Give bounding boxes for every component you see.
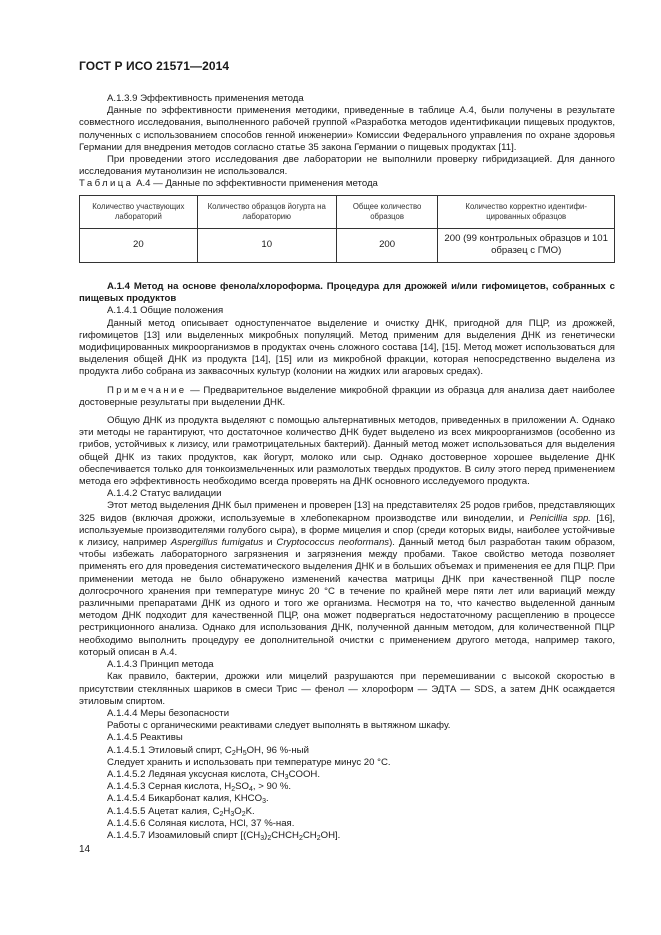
subscript: 3 xyxy=(262,798,266,806)
text-run: OH, 96 %-ный xyxy=(246,744,309,756)
table-row xyxy=(80,228,615,262)
table-header-cell: Количество образцов йогурта на лабораторию xyxy=(197,195,336,228)
text-run: COOH. xyxy=(288,768,321,780)
text-run: А.1.4.5.7 Изоамиловый спирт [(CH xyxy=(107,829,261,841)
table-header-cell: Количество участвующих лабораторий xyxy=(80,195,198,228)
reagent-item xyxy=(79,769,615,781)
reagent-item xyxy=(79,806,615,818)
subscript: 3 xyxy=(230,810,235,818)
subscript: 2 xyxy=(298,834,303,842)
text-run: H xyxy=(235,744,243,756)
table-cell: 20 xyxy=(80,228,198,262)
subscript: 2 xyxy=(267,834,272,842)
text-run: А.1.4.5.3 Серная кислота, H xyxy=(107,781,232,793)
text-run: А.1.4.5.1 Этиловый спирт, C xyxy=(107,744,232,756)
paragraph: Следует хранить и использовать при температуре минус 20 °С. xyxy=(107,756,391,768)
species-name: Penicillia spp. xyxy=(529,512,591,524)
text-run: ). Данный метод был разработан таким образом, чтобы избежать лабораторного загрязнения и загрязнения между пробами. Такое свойство метода позволяет применять его для проведения систематического выделения ДНК и в больших объемах и применения ее для ПЦР. При применении метода не было обнаружено изменений качества матрицы ДНК при качественной ПЦР после долгосрочного хранения при температуре минус 20 °С в течение по крайней мере пяти лет или вариаций между различными препаратами ДНК из одного и того же организма. Несмотря на то, что качество выделенной данным методом ДНК подходит для качественной ПЦР, она может подвергаться недостаточному расщеплению в процессе рестрикционного анализа. Однако для использования ДНК, полученной данным методом, для количественной ПЦР необходимо выполнить процедуру ее дополнительной очистки с применением другого метода, например такого, который описан в А.4. xyxy=(79,537,615,658)
table-caption xyxy=(79,178,615,190)
paragraph: При проведении этого исследования две лаборатории не выполнили проверку гибридизацией. Для данного исследования мутанолизин не использовался. xyxy=(79,154,615,178)
reagent-item xyxy=(79,793,615,805)
text-run: [16], используемые производителями голубого сыра), в форме мицелия и спор (среди которых виды, наиболее устойчивые к лизису, например xyxy=(79,512,615,549)
table-cell: 200 (99 контрольных образцов и 101 образец с ГМО) xyxy=(438,228,615,262)
subsection-heading: А.1.4.5 Реактивы xyxy=(107,732,183,744)
subscript: 2 xyxy=(231,786,236,794)
section-phenol-method xyxy=(79,281,615,842)
subscript: 3 xyxy=(284,773,289,781)
subsection-heading: А.1.4.4 Меры безопасности xyxy=(107,707,230,719)
table-header-row xyxy=(80,195,615,228)
table-cell: 200 xyxy=(336,228,438,262)
paragraph: Данные по эффективности применения методики, приведенные в таблице А.4, были получены в результате совместного исследования, выполненного рабочей группой «Разработка методов идентификации пищевых продуктов, полученных с использованием способов генной инженерии» Комиссии Федерального управления по охране здоровья Германии для внедрения методов согласно статье 35 закона Германии о пищевых продуктах [11]. xyxy=(79,105,615,153)
reagent-item xyxy=(79,781,615,793)
reagent-item xyxy=(79,745,615,757)
effectiveness-table xyxy=(79,195,615,263)
species-name: Cryptococcus neoformans xyxy=(276,537,390,549)
section-heading: А.1.3.9 Эффективность применения метода xyxy=(107,93,304,104)
species-name: Aspergillus fumigatus xyxy=(170,537,264,549)
text-run: , > 90 %. xyxy=(252,781,292,793)
text-run: и xyxy=(263,537,277,549)
text-run: CHCH xyxy=(271,829,299,841)
paragraph: Работы с органическими реактивами следует выполнять в вытяжном шкафу. xyxy=(107,720,451,732)
note-label: Примечание xyxy=(107,384,187,396)
paragraph: Общую ДНК из продукта выделяют с помощью альтернативных методов, приведенных в приложении А. Однако эти методы не гарантируют, что достаточное количество ДНК будет выделено из всех микроорганизмов (особенно из грибов, устойчивых к лизису, или грамотрицательных бактерий). Данный метод может использоваться для выделения общей ДНК из таких продуктов, как йогурт, молоко или сыр. Однако достоверное хорошее выделение ДНК обеспечивается только для тонкоизмельченных или размолотых твердых продуктов. В силу этого перед применением метода его эффективность необходимо всегда проверять на ДНК основного исследуемого продукта. xyxy=(79,415,615,488)
reagent-item: А.1.4.5.6 Соляная кислота, HCl, 37 %-ная. xyxy=(107,817,295,829)
text-run: O xyxy=(234,805,242,817)
text-run: А.1.4.5.5 Ацетат калия, C xyxy=(107,805,220,817)
subsection-heading: А.1.4.3 Принцип метода xyxy=(107,659,214,671)
subscript: 4 xyxy=(249,786,253,794)
subscript: 2 xyxy=(231,749,236,757)
text-run: . xyxy=(265,793,269,805)
text-run: ) xyxy=(264,829,268,841)
table-cell: 10 xyxy=(197,228,336,262)
table-header-cell: Количество корректно идентифи-цированных образцов xyxy=(438,195,615,228)
text-run: OH]. xyxy=(320,829,341,841)
section-effectiveness xyxy=(79,93,615,263)
document-header: ГОСТ Р ИСО 21571—2014 xyxy=(79,59,230,73)
subscript: 2 xyxy=(241,810,246,818)
text-run: SO xyxy=(235,781,250,793)
table-caption-label: Таблица xyxy=(79,178,134,190)
text-run: H xyxy=(223,805,231,817)
text-run: K. xyxy=(245,805,255,817)
paragraph: Как правило, бактерии, дрожжи или мицелий разрушаются при перемешивании с высокой скоростью в присутствии стеклянных шариков в смеси Трис — фенол — хлороформ — ЭДТА — SDS, а затем ДНК осаждается этиловым спиртом. xyxy=(79,671,615,707)
subsection-heading: А.1.4.1 Общие положения xyxy=(107,305,224,317)
paragraph xyxy=(79,500,615,659)
text-run: CH xyxy=(302,829,317,841)
text-run: Этот метод выделения ДНК был применен и проверен [13] на представителях 25 родов грибов, представляющих 325 видов (включая дрожжи, используемые в хлебопекарном производстве или виноделии, и xyxy=(79,500,615,524)
reagent-item xyxy=(79,830,615,842)
note-text: — Предварительное выделение микробной фракции из образца для анализа дает наиболее достоверные результаты при выделении ДНК. xyxy=(79,384,615,408)
table-header-cell: Общее количество образцов xyxy=(336,195,438,228)
subsection-heading: А.1.4.2 Статус валидации xyxy=(107,488,222,500)
subscript: 2 xyxy=(316,834,321,842)
table-caption-text: А.4 — Данные по эффективности применения метода xyxy=(133,178,378,190)
section-heading: А.1.4 Метод на основе фенола/хлороформа. Процедура для дрожжей и/или гифомицетов, собранных с пищевых продуктов xyxy=(79,281,615,305)
text-run: А.1.4.5.4 Бикарбонат калия, KHCO xyxy=(107,793,263,805)
paragraph: Данный метод описывает одноступенчатое выделение и очистку ДНК, пригодной для ПЦР, из дрожжей, гифомицетов [13] или выделенных микробных популяций. Метод применим для выделения ДНК из генетически модифицированных микроорганизмов в продуктах очень сложного состава [14], [15]. Метод может использоваться для выделения общей ДНК из продукта [14], [15] или из микробной фракции, которая непосредственно выделена из продукта либо собрана из заквасочных культур (колонии на жидких или агаровых средах). xyxy=(79,317,615,378)
subscript: 5 xyxy=(242,749,247,757)
note xyxy=(79,385,615,409)
page-number: 14 xyxy=(79,844,91,855)
subscript: 3 xyxy=(260,834,265,842)
text-run: А.1.4.5.2 Ледяная уксусная кислота, CH xyxy=(107,768,285,780)
subscript: 2 xyxy=(219,810,224,818)
